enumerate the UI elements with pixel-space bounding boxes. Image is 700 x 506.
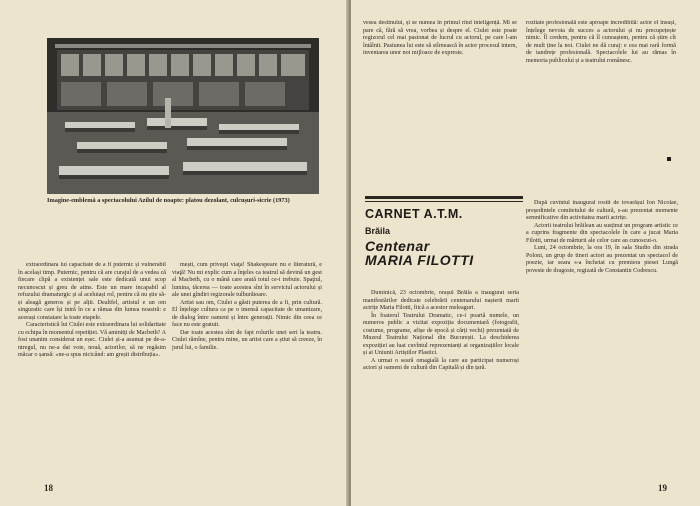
left-column-2 (172, 262, 322, 490)
paragraph: A urmat o seară omagială la care au participat numeroși actori și oameni de cultură din Capitală și din țară. (363, 357, 519, 371)
section-rule-thin (365, 201, 523, 202)
stage-set-photo (47, 38, 319, 194)
page-number-right: 19 (658, 483, 667, 493)
right-column-top-left (363, 20, 517, 186)
paragraph: Artist sau om, Ciulei a găsit puterea de a fi, prin cultură. El înțelege cultura ca pe o imensă capacitate de umanizare, de dialog între oameni și între generații. Nimic din ceea ce face nu este gratuit. (172, 299, 322, 328)
headline-line-2: MARIA FILOTTI (365, 252, 474, 268)
page-number-left: 18 (44, 483, 53, 493)
paragraph: Actorii teatrului brăilean au susținut un program artistic ce a cuprins fragmente din spectacolele în care a jucat Maria Filotti, urmat de mărturii ale celor care au cunoscut-o. (526, 222, 678, 244)
paragraph: După cuvîntul inaugural rostit de tovarășul Ion Nicolae, președintele comitetului de cultură, s-au prezentat momente semnificative din activitatea marii actrițe. (526, 200, 678, 221)
article-headline (365, 239, 474, 267)
section-title: CARNET A.T.M. (365, 207, 463, 221)
paragraph: mești, cum priveşti viaţa! Shakespeare nu e literatură, e viaţă! Nu mi explic cum a înţeles ca teatrul să devină un gest al Macbeth, cu o mână care arată totul ce-i trebuie. Spaţiul, lumina, tăcerea — toate acestea sînt în serviciul actorului și ale unei gîndiri regizorale tulburătoare. (172, 262, 322, 298)
headline-line-1: Centenar (365, 238, 430, 254)
paragraph: Duminică, 23 octombrie, orașul Brăila a inaugurat seria manifestărilor dedicate celebrării centenarului nașterii marii actrițe Maria Filotti, fiică a acestor meleaguri. (363, 290, 519, 311)
paragraph: Caracteristică lui Ciulei este extraordinara lui solidaritate cu echipa în momentul repetiției. Vă aminitți de Macbeth? A fost unanim considerat un eșec. Ciulei și-a asumat pe de-a-ntregul, nu ne-a dat voie, nouă, actorilor, să ne regăsim măcar o șansă: «ne-a spus nicicând: am greșit distribuția». (18, 322, 166, 358)
paragraph: În foaierul Teatrului Dramatic, ce-i poartă numele, un numeros public a vizitat expoziția documentară (fotografii, costume, programe, afișe de epocă și cărți vechi) prezentată de Muzeul Teatrului Național din București. La deschiderea expoziției au luat cuvîntul reprezentanți ai organizațiilor locale și ai Uniunii Artiștilor Plastici. (363, 312, 519, 356)
right-page (351, 0, 700, 506)
right-column-bottom-right (526, 200, 678, 480)
section-rule (365, 196, 523, 199)
paragraph: vesea destinului, și se numea în primul rînd inteligență. Mi se pare că, fără să vrea, vorbea și despre el. Ciulei este poate regizorul cel mai pasionat de lucrul cu actorul, pe care l-am întâlnit. Pasiunea lui este să stîrnească în actor procesul intern, inventarea unor noi mijloace de expresie. (363, 20, 517, 56)
left-page (0, 0, 349, 506)
end-of-article-mark (664, 150, 671, 168)
left-column-1 (18, 262, 166, 490)
paragraph: rozitate profesională este aproape incredibilă: actor el însuși, înțelege nevoia de succes a actorului și nu precupețește nimic. Îl credem, pentru că îl cunoaștem, pentru că știm cît de mult ține la noi. Ciulei ne dă curaj: e cea mai rară formă de tandrețe profesională. Spectacolele lui au rămas în memoria publicului și a teatrului românesc. (526, 20, 676, 64)
right-column-top-right (526, 20, 676, 156)
paragraph: Dar toate acestea sînt de fapt rolurile unei seri la teatru. Ciulei rămîne, pentru mine, un artist care a știut să creeze, în jurul lui, o familie. (172, 329, 322, 351)
right-column-bottom-left (363, 290, 519, 490)
photo-caption: Imagine-emblemă a spectacolului Azilul de noapte: platou dezolant, culcușuri-sicrie (1973) (47, 197, 290, 204)
city-subtitle: Brăila (365, 226, 391, 236)
paragraph: Luni, 24 octombrie, la ora 19, în sala Studio din strada Poloni, un grup de tineri actori au prezentat un spectacol de poezie, iar seara s-a încheiat cu premiera piesei Lungă poveste de dragoste, regizată de Constantin Codrescu. (526, 245, 678, 274)
paragraph: extraordinara lui capacitate de a fi puternic și vulnerabil în același timp. Puternic, pentru că are curajul de a vedea că fiecare clipă a existenței sale este dedicată unui scop necunoscut și greu de atins. Este un mare incapabil al refuzului dramaturgic și al aceluiași rol, pentru că nu știe să-și aleagă generos și pe alții. Dealtfel, artistul e un om singuratic care își intră în ce a rămas din lumea noastră: e aceeași constatare la toate etapele. (18, 262, 166, 321)
